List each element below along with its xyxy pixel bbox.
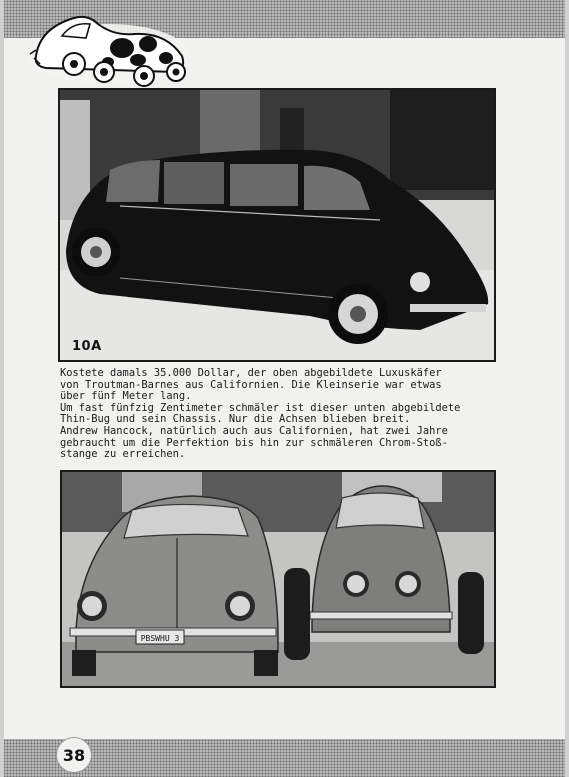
photo-thin-bug [60,470,496,688]
thin-bug-illustration [62,472,494,686]
caption-text [60,368,510,461]
page-number: 38 [56,737,92,773]
caption-line: Kostete damals 35.000 Dollar, der oben abgebildete Luxuskäfer [60,367,442,379]
photo-label: 10A [72,339,102,354]
caption-line: stange zu erreichen. [60,448,186,461]
caption-line: Um fast fünfzig Zentimeter schmäler ist dieser unten abgebildete [60,401,461,414]
photo-stretched-beetle [58,88,496,362]
cartoon-beetle-logo [26,6,190,88]
page-edge-right [565,0,569,777]
caption-line: gebraucht um die Perfektion bis hin zur schmäleren Chrom-Stoß- [60,436,448,449]
caption-line: Andrew Hancock, natürlich auch aus Californien, hat zwei Jahre [60,424,448,437]
caption-line: Thin-Bug und sein Chassis. Nur die Achsen blieben breit. [60,413,411,426]
caption-line: über fünf Meter lang. [60,390,192,403]
page-edge-left [0,0,4,777]
license-plate-text: PBSWHU 3 [140,634,180,643]
stretched-beetle-illustration [60,90,494,360]
caption-line: von Troutman-Barnes aus Californien. Die Kleinserie war etwas [60,378,442,391]
